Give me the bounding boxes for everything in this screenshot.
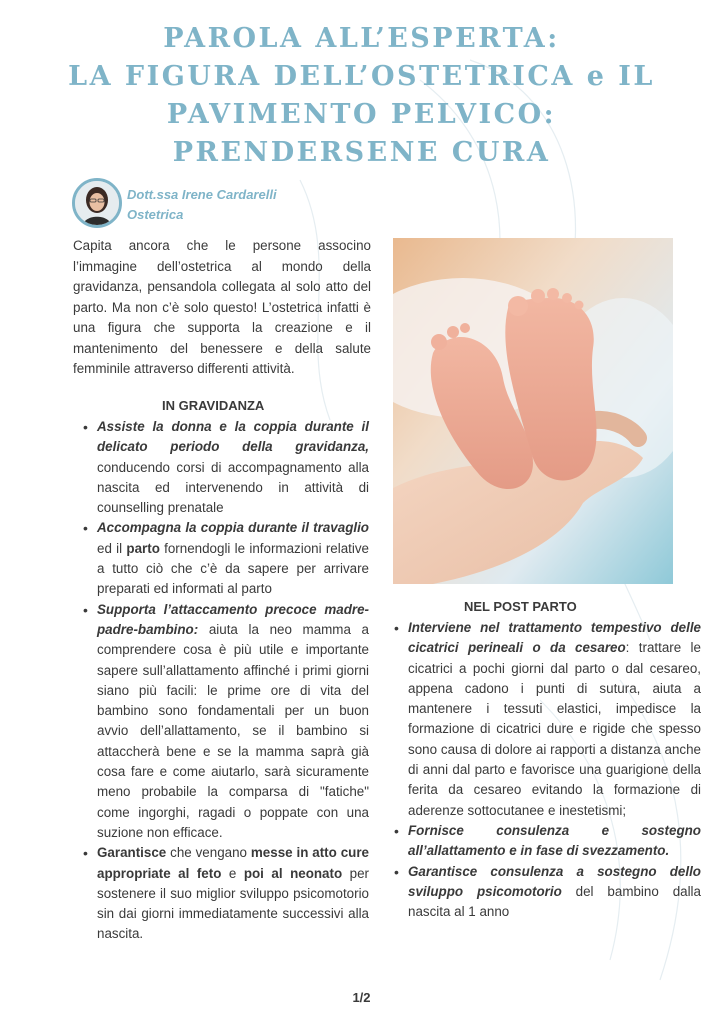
pregnancy-heading: IN GRAVIDANZA <box>162 398 265 413</box>
author-avatar-icon <box>75 181 119 225</box>
baby-feet-photo-icon <box>393 238 673 584</box>
list-item: • Supporta l’attaccamento precoce madre-padre-bambino: aiuta la neo mamma a comprendere cosa è più utile e importante sapere sull’allattamento affinché i primi giorni siano più facili: le prime ore di vita del bambino sono fondamentali per un buon avvio dell’allattamento, se il bambino si attaccherà bene e se la mamma saprà già cosa fare e come aiutarlo, sarà sicuramente meno probabile la comparsa di "fatiche" come ingorghi, ragadi o poppate con una suzione non efficace. <box>97 600 369 844</box>
title-line: PAVIMENTO PELVICO: <box>166 99 557 130</box>
title-line: PAROLA ALL’ESPERTA: <box>163 23 560 54</box>
list-item: • Assiste la donna e la coppia durante il delicato periodo della gravidanza, conducendo corsi di accompagnamento alla nascita ed intervenendo in attività di counselling prenatale <box>97 417 369 518</box>
list-item: • Accompagna la coppia durante il travaglio ed il parto fornendogli le informazioni relative a tutto ciò che c’è da sapere per arrivare preparati ed informati al parto <box>97 518 369 599</box>
title-line: PRENDERSENE CURA <box>172 137 551 168</box>
postpartum-list <box>408 618 701 922</box>
author-name: Dott.ssa Irene Cardarelli <box>127 187 277 202</box>
page-title <box>20 20 703 172</box>
avatar <box>72 178 122 228</box>
list-item: • Fornisce consulenza e sostegno all’allattamento e in fase di svezzamento. <box>408 821 701 862</box>
intro-paragraph: Capita ancora che le persone associno l’immagine dell’ostetrica al mondo della gravidanza, pensandola collegata al solo atto del parto. Ma non c’è solo questo! L’ostetrica infatti è una figura che supporta la creazione e il mantenimento del benessere e della salute femminile attraverso differenti attività. <box>73 238 371 376</box>
list-item: • Interviene nel trattamento tempestivo delle cicatrici perineali o da cesareo: trattare le cicatrici a pochi giorni dal parto o dal cesareo, appena cadono i punti di sutura, aiuta a mantenere i tessuti elastici, impedisce la formazione di cicatrici dure e rigide che spesso sono causa di dolore ai rapporti a distanza anche di anni dal parto e favorisce una guarigione della ferita da cesareo evitando la formazione di aderenze sottocutanee e inestetismi; <box>408 618 701 821</box>
title-line: LA FIGURA DELL’OSTETRICA e IL <box>68 61 655 92</box>
page-number: 1/2 <box>352 990 371 1005</box>
baby-feet-photo <box>393 238 673 584</box>
pregnancy-list <box>97 417 369 945</box>
postpartum-heading: NEL POST PARTO <box>464 599 577 614</box>
author-role: Ostetrica <box>127 207 184 222</box>
list-item: • Garantisce consulenza a sostegno dello sviluppo psicomotorio del bambino dalla nascita al 1 anno <box>408 862 701 923</box>
author-info <box>127 185 277 225</box>
list-item: • Garantisce che vengano messe in atto cure appropriate al feto e poi al neonato per sostenere il suo miglior sviluppo psicomotorio sin dai giorni immediatamente successivi alla nascita. <box>97 843 369 944</box>
